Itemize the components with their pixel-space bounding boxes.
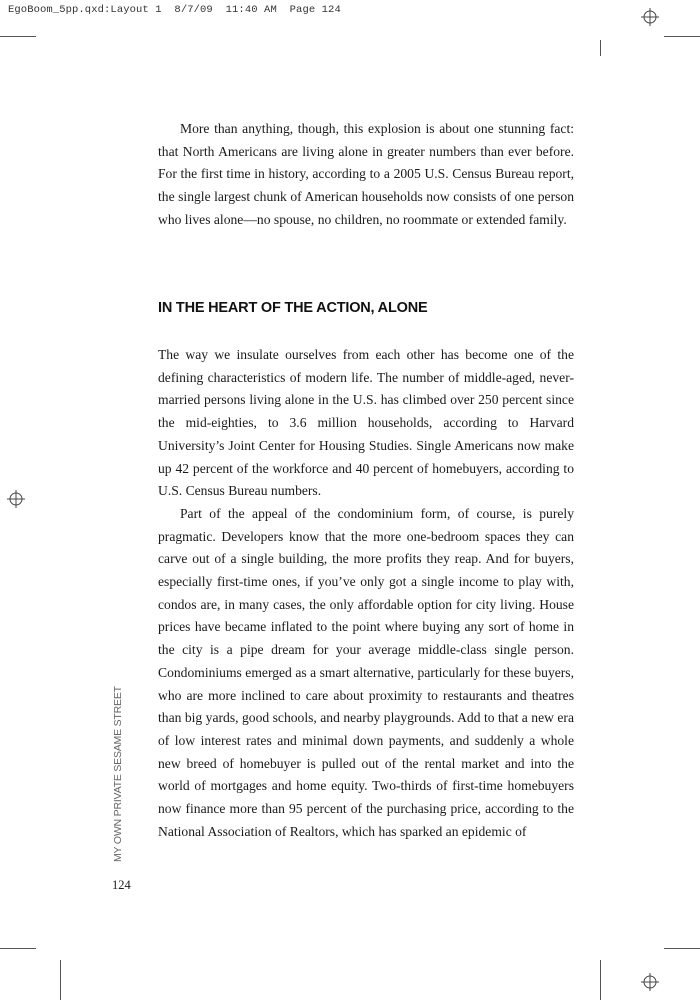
page-number: 124	[112, 878, 131, 892]
body-paragraph: Part of the appeal of the condominium form, of course, is purely pragmatic. Developers know that the more one-bedroom spaces they can carve out of a single building, the more profits they reap. And for buyers, especially first-time ones, if you’ve only got a single income to play with, condos are, in many cases, the only affordable option for city living. House prices have became inflated to the point where buying any sort of home in the city is a pipe dream for your average middle-class single person. Condominiums emerged as a smart alternative, particularly for these buyers, who are more inclined to care about proximity to restaurants and theatres than big yards, good schools, and nearby playgrounds. Add to that a new era of low interest rates and minimal down payments, and suddenly a whole new breed of homebuyer is pulled out of the rental market and into the world of mortgages and home equity. Two-thirds of first-time homebuyers now finance more than 95 percent of the purchasing price, according to the National Association of Realtors, which has sparked an epidemic of	[158, 505, 574, 839]
crop-mark-bottom-right-v	[600, 960, 601, 1000]
intro-text-block	[158, 118, 574, 232]
section-text-block	[158, 344, 574, 843]
crop-mark-bottom-left-v	[60, 960, 61, 1000]
crop-mark-bottom-left-h	[0, 948, 36, 949]
section-heading: IN THE HEART OF THE ACTION, ALONE	[158, 300, 428, 316]
registration-mark-icon	[7, 490, 25, 508]
intro-paragraph: More than anything, though, this explosion is about one stunning fact: that North Americans are living alone in greater numbers than ever before. For the first time in history, according to a 2005 U.S. Census Bureau report, the single largest chunk of American households now consists of one person who lives alone—no spouse, no children, no roommate or extended family.	[158, 121, 574, 227]
crop-mark-top-right-h	[664, 36, 700, 37]
registration-mark-icon	[641, 973, 659, 991]
registration-mark-icon	[641, 8, 659, 26]
print-slug-line: EgoBoom_5pp.qxd:Layout 1 8/7/09 11:40 AM Page 124	[8, 4, 341, 16]
body-paragraph: The way we insulate ourselves from each other has become one of the defining characteristics of modern life. The number of middle-aged, never-married persons living alone in the U.S. has climbed over 250 percent since the mid-eighties, to 3.6 million households, according to Harvard University’s Joint Center for Housing Studies. Single Americans now make up 42 percent of the workforce and 40 percent of homebuyers, according to U.S. Census Bureau numbers.	[158, 347, 574, 499]
crop-mark-bottom-right-h	[664, 948, 700, 949]
crop-mark-top-right	[600, 40, 601, 56]
crop-mark-top-left-h	[0, 36, 36, 37]
running-head: MY OWN PRIVATE SESAME STREET	[112, 686, 124, 862]
